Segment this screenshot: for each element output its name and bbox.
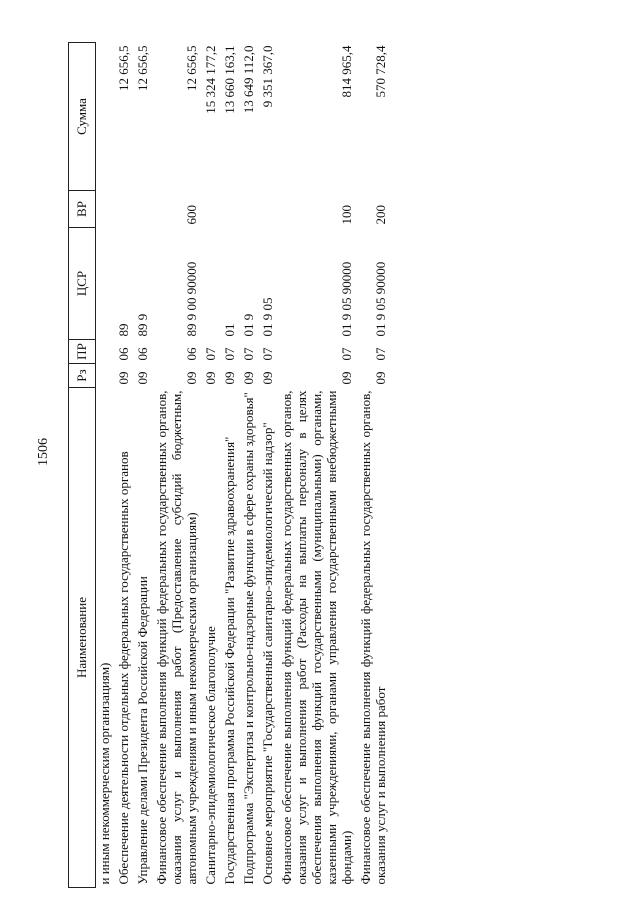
header-csr: ЦСР [69, 228, 96, 340]
row-sum [96, 43, 116, 191]
row-rz: 09 [184, 371, 199, 385]
row-rz: 09 [373, 371, 388, 385]
table-header-row [69, 43, 96, 888]
row-sum: 12 656,5 [184, 45, 199, 91]
row-name: Управление делами Президента Российской Федерации [135, 576, 150, 885]
table-row [221, 43, 240, 888]
row-pr: 07 [373, 347, 388, 361]
page-number-container [34, 427, 54, 477]
table-row [96, 43, 116, 888]
row-csr [202, 228, 221, 340]
row-csr: 01 9 [241, 313, 256, 337]
row-name: и иным некоммерческим организациям) [97, 662, 112, 885]
row-name: Финансовое обеспечение выполнения функций федеральных государственных органов, оказания услуг и выполнения работ (Предоставление субсидий бюджетным, автономным учреждениям и иным некоммерческим организациям) [154, 390, 199, 885]
row-pr: 07 [222, 347, 237, 361]
row-csr: 01 [222, 323, 237, 337]
header-pr: ПР [69, 340, 96, 364]
row-sum: 12 656,5 [116, 45, 131, 91]
row-vr [134, 191, 153, 228]
row-name: Финансовое обеспечение выполнения функций федеральных государственных органов, оказания услуг и выполнения работ [358, 390, 388, 885]
table-row [115, 43, 134, 888]
header-sum: Сумма [69, 43, 96, 191]
row-rz: 09 [260, 371, 275, 385]
table-row [240, 43, 259, 888]
row-sum: 12 656,5 [135, 45, 150, 91]
row-csr: 89 9 [135, 313, 150, 337]
row-pr: 07 [241, 347, 256, 361]
table-row [357, 43, 391, 888]
row-csr: 01 9 05 [260, 297, 275, 337]
row-vr: 100 [339, 205, 354, 225]
row-sum: 814 965,4 [339, 45, 354, 98]
header-name: Наименование [69, 388, 96, 888]
row-name: Подпрограмма "Экспертиза и контрольно-надзорные функции в сфере охраны здоровья" [241, 392, 256, 885]
row-pr: 07 [339, 347, 354, 361]
header-vr: ВР [69, 191, 96, 228]
row-vr [202, 191, 221, 228]
row-rz: 09 [135, 371, 150, 385]
header-rz: Рз [69, 364, 96, 388]
row-rz [96, 364, 116, 388]
row-sum: 570 728,4 [373, 45, 388, 98]
row-vr [240, 191, 259, 228]
row-vr [115, 191, 134, 228]
row-rz: 09 [339, 371, 354, 385]
page-number: 1506 [36, 438, 51, 466]
row-name: Основное мероприятие "Государственный санитарно-эпидемиологический надзор" [260, 422, 275, 885]
rotated-document [68, 43, 588, 888]
row-csr: 89 9 00 90000 [184, 261, 199, 337]
table-row [259, 43, 278, 888]
budget-table [68, 42, 391, 888]
row-vr [96, 191, 116, 228]
row-pr: 07 [203, 347, 218, 361]
table-row [202, 43, 221, 888]
row-vr: 200 [373, 205, 388, 225]
row-sum: 13 660 163,1 [222, 45, 237, 114]
row-csr [96, 228, 116, 340]
row-sum: 15 324 177,2 [203, 45, 218, 114]
row-csr: 01 9 05 90000 [373, 261, 388, 337]
row-vr [221, 191, 240, 228]
row-csr: 01 9 05 90000 [339, 261, 354, 337]
row-rz: 09 [116, 371, 131, 385]
row-pr [96, 340, 116, 364]
row-name: Государственная программа Российской Федерации "Развитие здравоохранения" [222, 436, 237, 885]
table-row [134, 43, 153, 888]
row-pr: 06 [116, 347, 131, 361]
row-csr: 89 [116, 323, 131, 337]
row-rz: 09 [203, 371, 218, 385]
row-vr: 600 [184, 205, 199, 225]
row-rz: 09 [241, 371, 256, 385]
row-sum: 13 649 112,0 [241, 45, 256, 114]
row-rz: 09 [222, 371, 237, 385]
row-pr: 06 [184, 347, 199, 361]
row-pr: 06 [135, 347, 150, 361]
table-row [153, 43, 202, 888]
row-name: Обеспечение деятельности отдельных федеральных государственных органов [116, 451, 131, 885]
row-vr [259, 191, 278, 228]
row-pr: 07 [260, 347, 275, 361]
row-name: Санитарно-эпидемиологическое благополучие [203, 626, 218, 885]
row-sum: 9 351 367,0 [260, 45, 275, 108]
table-row [278, 43, 357, 888]
row-name: Финансовое обеспечение выполнения функций федеральных государственных органов, оказания услуг и выполнения работ (Расходы на выплаты персоналу в целях обеспечения выполнения функций государственными (муниципальными) органами, казенными учреждениями, органами управления государственными внебюджетными фондами) [279, 390, 354, 885]
